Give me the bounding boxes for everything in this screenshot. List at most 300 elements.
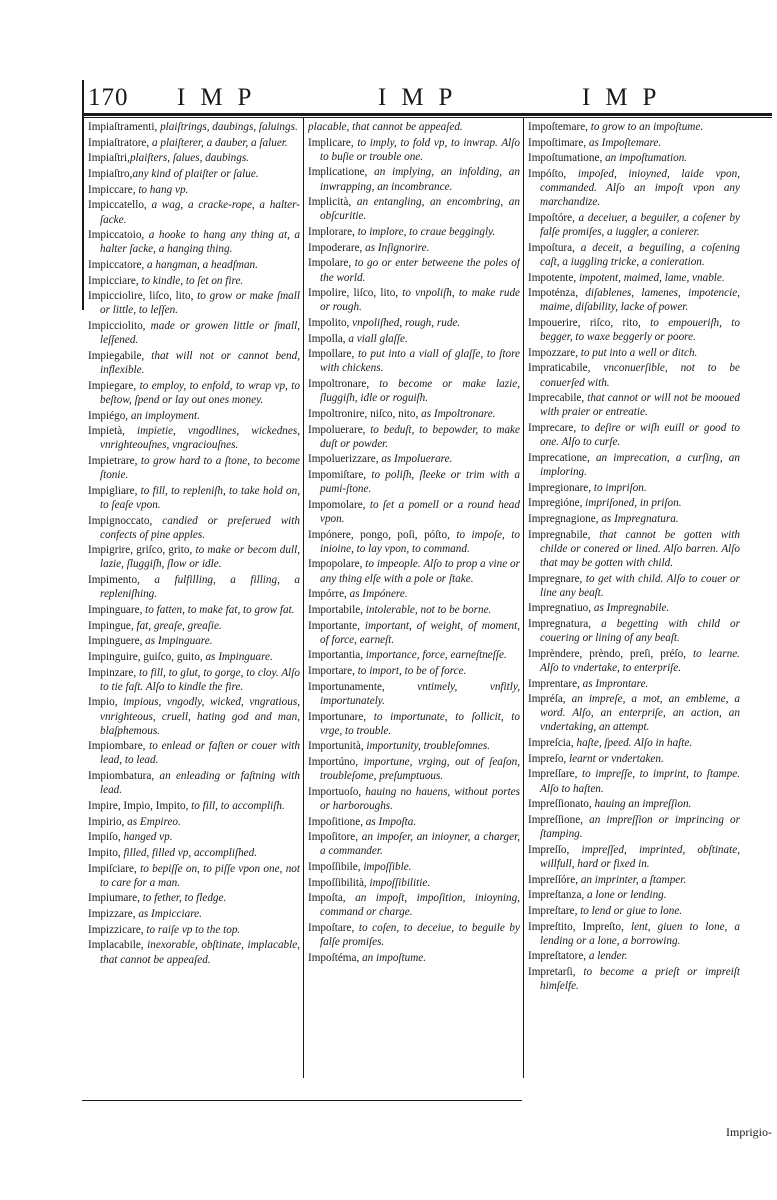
dictionary-entry bbox=[308, 286, 520, 314]
dictionary-entry bbox=[308, 136, 520, 164]
entry-headword: Impoderare, bbox=[308, 241, 363, 254]
entry-headword: Impopolare, bbox=[308, 558, 363, 571]
entry-headword: Impórre, bbox=[308, 588, 347, 601]
entry-definition: a begetting with child or couering or lining of any beaſt. bbox=[540, 617, 740, 645]
dictionary-entry bbox=[88, 484, 300, 512]
entry-headword: Impreſtatore, bbox=[528, 950, 587, 963]
dictionary-entry bbox=[88, 862, 300, 890]
entry-definition: importune, vrging, out of ſeaſon, troubleſome, preſumptuous. bbox=[320, 755, 520, 783]
entry-headword: Implicare, bbox=[308, 136, 354, 149]
entry-definition: to fill, to repleniſh, to take hold on, to ſeaſe vpon. bbox=[100, 484, 300, 511]
column-1 bbox=[88, 120, 300, 1080]
dictionary-entry bbox=[308, 891, 520, 919]
entry-definition: any kind of plaiſter or ſalue. bbox=[132, 168, 259, 181]
entry-headword: Impimento, bbox=[88, 574, 140, 587]
dictionary-entry bbox=[308, 664, 520, 678]
dictionary-entry bbox=[308, 815, 520, 829]
catchword: Imprigio- bbox=[726, 1125, 772, 1139]
entry-headword: Impreſſo, bbox=[528, 843, 570, 856]
entry-headword: Impraticabile, bbox=[528, 362, 591, 375]
entry-headword: Impicciolito, bbox=[88, 320, 146, 333]
entry-definition: to hang vp. bbox=[135, 183, 189, 196]
dictionary-entry bbox=[528, 692, 740, 734]
entry-headword: Impoténza, bbox=[528, 287, 579, 300]
dictionary-entry bbox=[528, 888, 740, 902]
entry-definition: to bepiſſe on, to piſſe vpon one, not to care for a man. bbox=[100, 862, 300, 889]
entry-definition: as Empireo. bbox=[124, 815, 181, 828]
entry-definition: diſablenes, lamenes, impotencie, maime, diſability, lacke of power. bbox=[540, 287, 740, 314]
dictionary-entry bbox=[308, 316, 520, 330]
entry-definition: to import, to be of force. bbox=[354, 665, 467, 678]
entry-headword: Impigliare, bbox=[88, 484, 138, 497]
entry-headword: Importunamente, bbox=[308, 680, 385, 693]
dictionary-entry bbox=[88, 136, 300, 150]
entry-headword: Importunità, bbox=[308, 740, 364, 753]
entry-headword: Impiégo, bbox=[88, 409, 129, 422]
dictionary-entry bbox=[528, 873, 740, 887]
dictionary-entry bbox=[308, 587, 520, 601]
entry-definition: learnt or vndertaken. bbox=[566, 752, 664, 765]
dictionary-entry bbox=[308, 377, 520, 405]
entry-headword: Impreſſare, bbox=[528, 768, 578, 781]
entry-definition: an imprecation, a curſing, an imploring. bbox=[540, 451, 740, 478]
entry-headword: Impignoccato, bbox=[88, 514, 153, 527]
running-head-center: IMP bbox=[378, 84, 468, 111]
entry-definition: impriſoned, in priſon. bbox=[582, 497, 682, 510]
dictionary-entry bbox=[88, 167, 300, 181]
dictionary-entry bbox=[308, 332, 520, 346]
entry-definition: to ſet a pomell or a round head vpon. bbox=[320, 498, 520, 525]
dictionary-entry bbox=[88, 120, 300, 134]
entry-headword: Impóſto, bbox=[528, 168, 567, 181]
entry-definition: a lone or lending. bbox=[584, 889, 667, 902]
dictionary-entry bbox=[528, 843, 740, 871]
entry-headword: Impolire, liſco, lito, bbox=[308, 287, 399, 300]
dictionary-entry bbox=[88, 274, 300, 288]
entry-definition: fat, greaſe, greaſie. bbox=[133, 619, 222, 632]
dictionary-entry bbox=[308, 755, 520, 783]
entry-definition: an imployment. bbox=[128, 409, 200, 422]
entry-headword: Impoſitione, bbox=[308, 815, 363, 828]
dictionary-entry bbox=[528, 949, 740, 963]
entry-definition: a plaiſterer, a dauber, a ſaluer. bbox=[149, 136, 288, 149]
dictionary-entry bbox=[88, 666, 300, 694]
entry-definition: to deſire or wiſh euill or good to one. Alſo to curſe. bbox=[540, 422, 740, 449]
entry-headword: Impiaſtramenti, bbox=[88, 121, 158, 133]
entry-headword: Impicciare, bbox=[88, 274, 139, 287]
entry-headword: Importantia, bbox=[308, 649, 363, 662]
page-header bbox=[82, 80, 772, 116]
entry-definition: to grow or make ſmall or little, to leſſen. bbox=[100, 290, 300, 317]
entry-definition: to become a prieſt or impreiſt himſelfe. bbox=[540, 966, 740, 993]
entry-definition: as Impoſta. bbox=[363, 815, 417, 828]
entry-headword: Impomolare, bbox=[308, 498, 366, 511]
entry-definition: important, of weight, of moment, of force, earneſt. bbox=[320, 619, 520, 646]
entry-headword: Impréſa, bbox=[528, 693, 566, 706]
entry-definition: a viall glaſſe. bbox=[345, 332, 408, 345]
entry-headword: Importuoſo, bbox=[308, 785, 362, 798]
entry-headword: Impinguire, guiſco, guito, bbox=[88, 650, 203, 663]
dictionary-entry bbox=[88, 634, 300, 648]
entry-headword: Impregióne, bbox=[528, 497, 583, 510]
dictionary-entry bbox=[528, 241, 740, 269]
entry-headword: Impiombatura, bbox=[88, 770, 155, 783]
entry-headword: Impiegabile, bbox=[88, 349, 145, 362]
entry-headword: Impoſſibile, bbox=[308, 861, 361, 873]
dictionary-entry bbox=[88, 258, 300, 272]
entry-headword: Impinguere, bbox=[88, 635, 143, 648]
entry-definition: hauing an impreſſion. bbox=[591, 798, 692, 811]
dictionary-entry bbox=[88, 650, 300, 664]
entry-definition: a wag, a cracke-rope, a halter-ſacke. bbox=[100, 199, 300, 226]
dictionary-entry bbox=[528, 752, 740, 766]
dictionary-entry bbox=[528, 136, 740, 150]
dictionary-entry bbox=[528, 271, 740, 285]
dictionary-entry bbox=[308, 452, 520, 466]
entry-definition: to put into a well or ditch. bbox=[578, 346, 698, 359]
dictionary-entry bbox=[308, 680, 520, 708]
running-head-right: IMP bbox=[582, 84, 672, 111]
dictionary-entry bbox=[308, 710, 520, 738]
entry-definition: to imply, to fold vp, to inwrap. Alſo to buſie or trouble one. bbox=[320, 136, 520, 163]
entry-definition: as Impoluerare. bbox=[378, 453, 453, 466]
dictionary-entry bbox=[88, 907, 300, 921]
entry-headword: Impiccatore, bbox=[88, 259, 145, 271]
entry-definition: to impeople. Alſo to prop a vine or any thing elſe with a pole or ſtake. bbox=[320, 558, 520, 585]
entry-definition: an impoſtume. bbox=[359, 951, 427, 964]
entry-definition: candied or preſerued with confects of pine apples. bbox=[100, 514, 300, 541]
entry-definition: haſte, ſpeed. Alſo in haſte. bbox=[573, 737, 693, 750]
dictionary-entry bbox=[528, 286, 740, 314]
entry-headword: Impolito, bbox=[308, 316, 350, 329]
dictionary-entry bbox=[308, 407, 520, 421]
column-3 bbox=[528, 120, 740, 1125]
entry-headword: Impregnatiuo, bbox=[528, 602, 592, 615]
dictionary-entry bbox=[528, 736, 740, 750]
bottom-rule bbox=[82, 1100, 522, 1101]
entry-headword: Impoſtemare, bbox=[528, 121, 588, 133]
dictionary-entry bbox=[528, 316, 740, 344]
entry-definition: placable, that cannot be appeaſed. bbox=[308, 121, 463, 133]
entry-headword: Impreſſione, bbox=[528, 813, 583, 826]
entry-headword: Impregionare, bbox=[528, 481, 592, 494]
entry-definition: intolerable, not to be borne. bbox=[363, 603, 492, 616]
dictionary-entry bbox=[88, 695, 300, 737]
entry-headword: Impio, bbox=[88, 696, 118, 709]
entry-headword: Impiſciare, bbox=[88, 862, 137, 875]
dictionary-entry bbox=[308, 225, 520, 239]
entry-headword: Impoſta, bbox=[308, 892, 346, 905]
entry-headword: Impreſſionato, bbox=[528, 798, 592, 811]
entry-definition: to become or make lazie, ſluggiſh, idle or roguiſh. bbox=[320, 378, 520, 405]
entry-headword: Impietrare, bbox=[88, 454, 138, 467]
entry-definition: as Impregnatura. bbox=[598, 512, 679, 525]
dictionary-entry bbox=[528, 346, 740, 360]
entry-definition: to put into a viall of glaſſe, to ſtore with chickens. bbox=[320, 348, 520, 375]
entry-definition: as Impregnabile. bbox=[591, 602, 670, 615]
entry-definition: importance, force, earneſtneſſe. bbox=[363, 649, 507, 662]
header-rule-thin bbox=[82, 117, 772, 118]
entry-headword: Impouerire, riſco, rito, bbox=[528, 316, 641, 329]
entry-headword: Impreſſóre, bbox=[528, 873, 579, 886]
entry-definition: to raiſe vp to the top. bbox=[143, 923, 241, 936]
entry-definition: impious, vngodly, wicked, vngratious, vnrighteous, cruell, hating god and man, blaſphemous. bbox=[100, 696, 300, 737]
dictionary-entry bbox=[88, 619, 300, 633]
dictionary-entry bbox=[308, 876, 520, 890]
entry-definition: an impreſe, a mot, an embleme, a word. Alſo, an enterpriſe, an action, an vndertaking, an attempt. bbox=[540, 693, 740, 734]
entry-headword: Importante, bbox=[308, 619, 360, 632]
entry-headword: Impito, bbox=[88, 846, 121, 859]
entry-definition: to fatten, to make fat, to grow fat. bbox=[142, 603, 295, 616]
entry-definition: to fether, to fledge. bbox=[139, 892, 227, 905]
entry-definition: an impoſer, an inioyner, a charger, a commander. bbox=[320, 831, 520, 858]
entry-headword: Impolla, bbox=[308, 332, 346, 345]
entry-headword: Impoſſibilità, bbox=[308, 876, 367, 889]
dictionary-entry bbox=[88, 228, 300, 256]
entry-definition: impotent, maimed, lame, vnable. bbox=[576, 271, 725, 284]
entry-headword: Impoſtura, bbox=[528, 241, 575, 254]
dictionary-entry bbox=[308, 921, 520, 949]
entry-definition: as Impinguare. bbox=[142, 635, 213, 648]
dictionary-entry bbox=[528, 481, 740, 495]
dictionary-entry bbox=[88, 769, 300, 797]
entry-headword: Impiombare, bbox=[88, 740, 146, 753]
column-2 bbox=[308, 120, 520, 1080]
dictionary-entry bbox=[308, 120, 520, 134]
dictionary-entry bbox=[88, 151, 300, 165]
dictionary-entry bbox=[308, 739, 520, 753]
entry-definition: to impoſe, to inioine, to lay vpon, to command. bbox=[320, 528, 520, 555]
entry-headword: Impretarſi, bbox=[528, 966, 576, 979]
entry-headword: Imprèndere, prèndo, preſi, préſo, bbox=[528, 647, 687, 660]
dictionary-entry bbox=[528, 496, 740, 510]
entry-headword: Impoltronire, niſco, nito, bbox=[308, 407, 419, 420]
dictionary-entry bbox=[88, 409, 300, 423]
entry-definition: as Impicciare. bbox=[135, 908, 202, 921]
dictionary-entry bbox=[528, 512, 740, 526]
entry-headword: Importabile, bbox=[308, 603, 363, 616]
entry-headword: Impregnatura, bbox=[528, 617, 592, 630]
entry-headword: Impomiſtare, bbox=[308, 469, 367, 482]
left-border-rule bbox=[82, 80, 84, 310]
dictionary-entry bbox=[308, 528, 520, 556]
entry-headword: Impiegare, bbox=[88, 379, 137, 392]
entry-definition: made or growen little or ſmall, leſſened. bbox=[100, 320, 300, 347]
dictionary-entry bbox=[308, 648, 520, 662]
entry-definition: as Inſignorire. bbox=[362, 241, 430, 254]
entry-headword: Impietà, bbox=[88, 425, 125, 438]
entry-definition: an enleading or faſtning with lead. bbox=[100, 770, 300, 797]
dictionary-entry bbox=[528, 451, 740, 479]
entry-headword: Implicatione, bbox=[308, 166, 368, 179]
column-divider-2 bbox=[523, 118, 524, 1078]
entry-headword: Impolare, bbox=[308, 257, 352, 270]
entry-definition: vnconuerſible, not to be conuerſed with. bbox=[540, 362, 740, 389]
dictionary-entry bbox=[528, 421, 740, 449]
dictionary-entry bbox=[88, 923, 300, 937]
entry-headword: Imprentare, bbox=[528, 677, 580, 690]
dictionary-entry bbox=[308, 557, 520, 585]
dictionary-entry bbox=[308, 347, 520, 375]
entry-definition: to coſen, to deceiue, to beguile by falſe promiſes. bbox=[320, 922, 520, 949]
entry-definition: to grow to an impoſtume. bbox=[587, 121, 704, 133]
dictionary-entry bbox=[88, 830, 300, 844]
entry-definition: impoſſible. bbox=[360, 861, 412, 873]
entry-definition: to impriſon. bbox=[591, 481, 647, 494]
entry-headword: Impizzicare, bbox=[88, 923, 144, 936]
entry-definition: a deceit, a beguiling, a coſening caſt, a iuggling tricke, a conieration. bbox=[540, 241, 740, 268]
entry-definition: to lend or giue to lone. bbox=[577, 904, 683, 917]
entry-definition: plaiſters, ſalues, daubings. bbox=[129, 152, 249, 165]
entry-headword: Impirio, bbox=[88, 815, 125, 828]
entry-headword: Importare, bbox=[308, 665, 355, 678]
dictionary-entry bbox=[528, 813, 740, 841]
entry-headword: Impingue, bbox=[88, 619, 134, 632]
dictionary-entry bbox=[88, 799, 300, 813]
entry-headword: Impiccare, bbox=[88, 183, 136, 196]
entry-definition: an imprinter, a ſtamper. bbox=[578, 873, 687, 886]
dictionary-entry bbox=[528, 797, 740, 811]
entry-headword: Importúno, bbox=[308, 755, 359, 768]
entry-headword: Impoluerizzare, bbox=[308, 453, 379, 466]
entry-definition: a hangman, a headſman. bbox=[144, 259, 258, 271]
entry-headword: Impigrire, griſco, grito, bbox=[88, 544, 193, 557]
entry-definition: to poliſh, ſleeke or trim with a pumi-ſtone. bbox=[320, 469, 520, 496]
entry-definition: to fill, to glut, to gorge, to cloy. Alſo to tie faſt. Alſo to kindle the fire. bbox=[100, 666, 300, 693]
entry-definition: a fulfilling, a filling, a repleniſhing. bbox=[100, 574, 300, 601]
entry-definition: an impoſt, impoſition, inioyning, command or charge. bbox=[320, 892, 520, 919]
entry-headword: Impreſtito, Impreſto, bbox=[528, 920, 624, 933]
column-divider-1 bbox=[303, 118, 304, 1078]
dictionary-entry bbox=[88, 198, 300, 226]
entry-definition: hanged vp. bbox=[120, 831, 173, 844]
entry-definition: filled, filled vp, accompliſhed. bbox=[120, 846, 258, 859]
entry-definition: as Impoſtemare. bbox=[586, 136, 662, 149]
dictionary-entry bbox=[528, 572, 740, 600]
entry-definition: plaiſtrings, daubings, ſaluings. bbox=[157, 121, 298, 133]
entry-headword: Impozzare, bbox=[528, 346, 578, 359]
entry-headword: Impoſtóre, bbox=[528, 211, 575, 224]
dictionary-entry bbox=[528, 617, 740, 645]
entry-definition: a lender. bbox=[586, 950, 628, 963]
entry-headword: Implorare, bbox=[308, 226, 355, 239]
entry-headword: Impiſo, bbox=[88, 831, 121, 844]
entry-definition: as Improntare. bbox=[579, 677, 649, 690]
entry-headword: Implacabile, bbox=[88, 939, 144, 952]
dictionary-entry bbox=[528, 361, 740, 389]
dictionary-entry bbox=[528, 528, 740, 570]
entry-headword: Impiaſtratore, bbox=[88, 136, 150, 149]
dictionary-page bbox=[82, 80, 772, 1175]
dictionary-entry bbox=[308, 241, 520, 255]
entry-headword: Imprecare, bbox=[528, 422, 577, 434]
dictionary-entry bbox=[528, 904, 740, 918]
entry-headword: Impregnare, bbox=[528, 572, 583, 585]
dictionary-entry bbox=[528, 767, 740, 795]
entry-definition: to make or becom dull, lazie, ſluggiſh, ſlow or idle. bbox=[100, 544, 300, 571]
entry-definition: impoſſibilitie. bbox=[366, 876, 431, 889]
dictionary-entry bbox=[528, 120, 740, 134]
entry-headword: Imprecatione, bbox=[528, 451, 590, 464]
dictionary-entry bbox=[308, 785, 520, 813]
entry-definition: vntimely, vnfitly, importunately. bbox=[320, 680, 520, 707]
dictionary-entry bbox=[528, 965, 740, 993]
dictionary-entry bbox=[88, 603, 300, 617]
dictionary-entry bbox=[88, 514, 300, 542]
entry-headword: Impreſo, bbox=[528, 752, 567, 765]
dictionary-entry bbox=[308, 951, 520, 965]
entry-definition: to impreſſe, to imprint, to ſtampe. Alſo to haſten. bbox=[540, 768, 740, 795]
entry-headword: Impreſcia, bbox=[528, 737, 574, 750]
dictionary-entry bbox=[528, 151, 740, 165]
dictionary-entry bbox=[88, 289, 300, 317]
entry-definition: hauing no hauens, without portes or harboroughs. bbox=[320, 785, 520, 812]
dictionary-entry bbox=[308, 423, 520, 451]
entry-definition: impreſſed, imprinted, obſtinate, willfull, hard or fixed in. bbox=[540, 843, 740, 870]
dictionary-entry bbox=[308, 195, 520, 223]
dictionary-entry bbox=[528, 391, 740, 419]
dictionary-entry bbox=[308, 603, 520, 617]
dictionary-entry bbox=[88, 183, 300, 197]
dictionary-entry bbox=[528, 167, 740, 209]
entry-headword: Impiaſtro, bbox=[88, 168, 133, 181]
dictionary-entry bbox=[528, 647, 740, 675]
entry-headword: Impiccatello, bbox=[88, 199, 147, 212]
entry-definition: to go or enter betweene the poles of the world. bbox=[320, 257, 520, 284]
dictionary-entry bbox=[308, 468, 520, 496]
entry-definition: an impreſſion or imprincing or ſtamping. bbox=[540, 813, 740, 841]
running-head-left: IMP bbox=[177, 84, 267, 111]
entry-definition: that cannot or will not be mooued with praier or entreatie. bbox=[540, 392, 740, 419]
page-number: 170 bbox=[88, 84, 129, 111]
entry-headword: Impoſitore, bbox=[308, 831, 359, 844]
entry-headword: Impoluerare, bbox=[308, 423, 366, 436]
dictionary-entry bbox=[528, 601, 740, 615]
entry-headword: Impire, Impio, Impito, bbox=[88, 799, 189, 812]
entry-definition: an entangling, an encombring, an obſcuritie. bbox=[320, 196, 520, 223]
entry-headword: Impregnagione, bbox=[528, 512, 599, 525]
entry-headword: Imprecabile, bbox=[528, 392, 585, 405]
entry-definition: lent, giuen to lone, a lending or a lone, a borrowing. bbox=[540, 920, 740, 947]
entry-headword: Importunare, bbox=[308, 710, 367, 723]
entry-definition: to importunate, to ſollicit, to vrge, to trouble. bbox=[320, 710, 520, 737]
dictionary-entry bbox=[528, 920, 740, 948]
dictionary-entry bbox=[88, 349, 300, 377]
entry-headword: Impizzare, bbox=[88, 908, 136, 921]
entry-definition: to enlead or faſten or couer with lead, to lead. bbox=[100, 740, 300, 767]
entry-definition: an impoſtumation. bbox=[602, 152, 688, 165]
entry-definition: to employ, to enfold, to wrap vp, to beſtow, ſpend or lay out ones money. bbox=[100, 379, 300, 406]
entry-definition: to get with child. Alſo to couer or line any beaſt. bbox=[540, 572, 740, 599]
entry-definition: to fill, to accompliſh. bbox=[188, 799, 285, 812]
entry-definition: to kindle, to ſet on fire. bbox=[138, 274, 244, 287]
entry-definition: a hooke to hang any thing at, a halter ſacke, a hanging thing. bbox=[100, 229, 300, 256]
dictionary-entry bbox=[88, 543, 300, 571]
dictionary-entry bbox=[88, 424, 300, 452]
header-rule bbox=[82, 113, 772, 116]
entry-definition: impietie, vngodlines, wickednes, vnrighteouſnes, vngraciouſnes. bbox=[100, 425, 300, 452]
dictionary-entry bbox=[88, 573, 300, 601]
entry-definition: an implying, an infolding, an inwrapping, an incombrance. bbox=[320, 166, 520, 193]
entry-definition: to beduſt, to bepowder, to make duſt or powder. bbox=[320, 423, 520, 450]
entry-definition: as Impinguare. bbox=[202, 650, 273, 663]
entry-definition: to empoueriſh, to begger, to waxe beggerly or poore. bbox=[540, 316, 740, 344]
entry-headword: Impónere, pongo, poſi, póſto, bbox=[308, 528, 450, 541]
entry-headword: Impiccatoio, bbox=[88, 229, 145, 242]
entry-definition: that will not or cannot bend, inflexible. bbox=[100, 349, 300, 377]
entry-headword: Impotente, bbox=[528, 271, 577, 284]
entry-definition: a deceiuer, a beguiler, a coſener by falſe promiſes, a iuggler, a conierer. bbox=[540, 211, 740, 239]
